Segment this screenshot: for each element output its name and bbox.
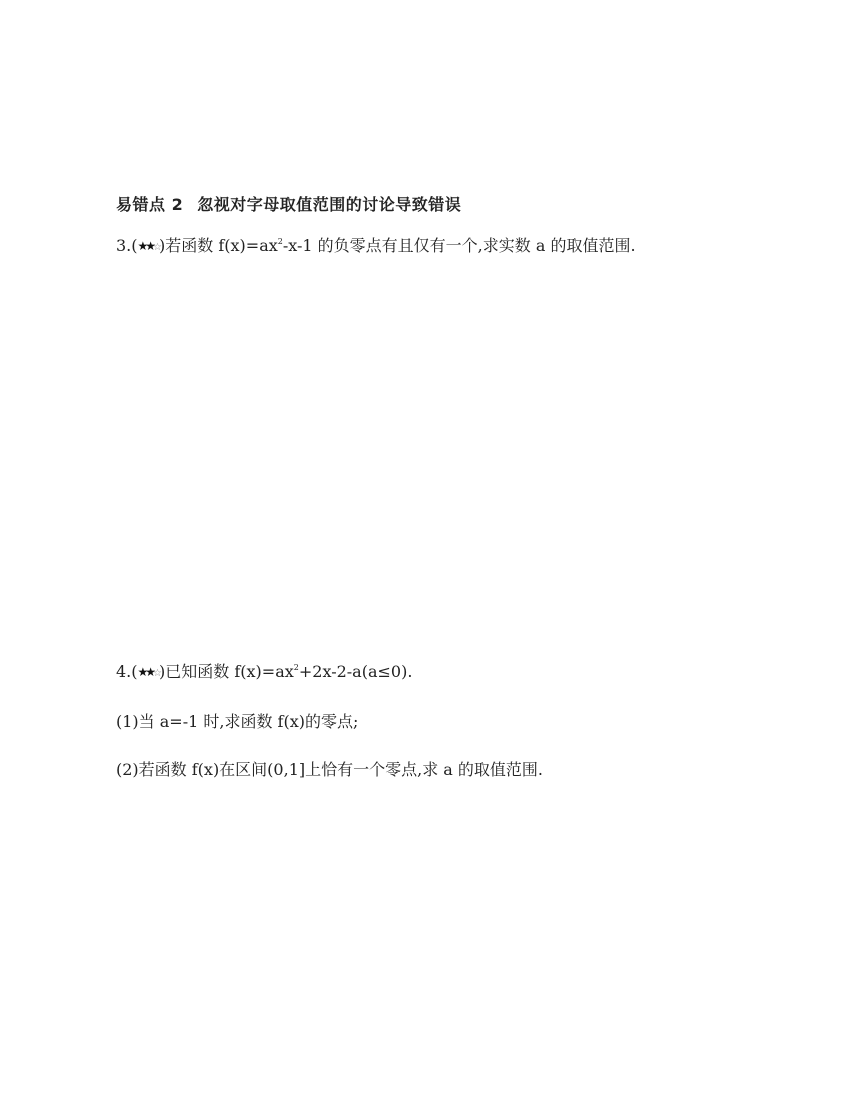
- difficulty-stars-icon: ★★☆: [137, 665, 160, 679]
- question-number: 3.: [116, 236, 132, 255]
- exponent: 2: [293, 663, 299, 672]
- question-number: 4.: [116, 662, 132, 681]
- section-title: 忽视对字母取值范围的讨论导致错误: [197, 195, 462, 214]
- question-4: 4.(★★☆)已知函数 $f(x)=ax^2+2x-2-a(a\le 0)$.: [116, 662, 412, 684]
- section-heading: [116, 195, 461, 215]
- section-label: 易错点 2: [116, 195, 184, 214]
- difficulty-stars-icon: ★★☆: [137, 239, 160, 253]
- question-3: 3.(★★☆)若函数 $f(x)=ax^2-x-1$ 的负零点有且仅有一个,求实数 a 的取值范围.: [116, 236, 636, 258]
- question-4-part-2: (2)若函数 f(x)在区间(0,1]上恰有一个零点,求 a 的取值范围.: [116, 760, 543, 779]
- question-text-rest: -x-1 的负零点有且仅有一个,求实数 a 的取值范围.: [282, 236, 636, 255]
- question-text-rest: +2x-2-a(a≤0).: [298, 662, 413, 681]
- exponent: 2: [277, 237, 283, 246]
- question-text: 已知函数 f(x)=ax: [165, 662, 294, 681]
- question-4-part-1: (1)当 a=-1 时,求函数 f(x)的零点;: [116, 712, 359, 731]
- question-text: 若函数 f(x)=ax: [165, 236, 278, 255]
